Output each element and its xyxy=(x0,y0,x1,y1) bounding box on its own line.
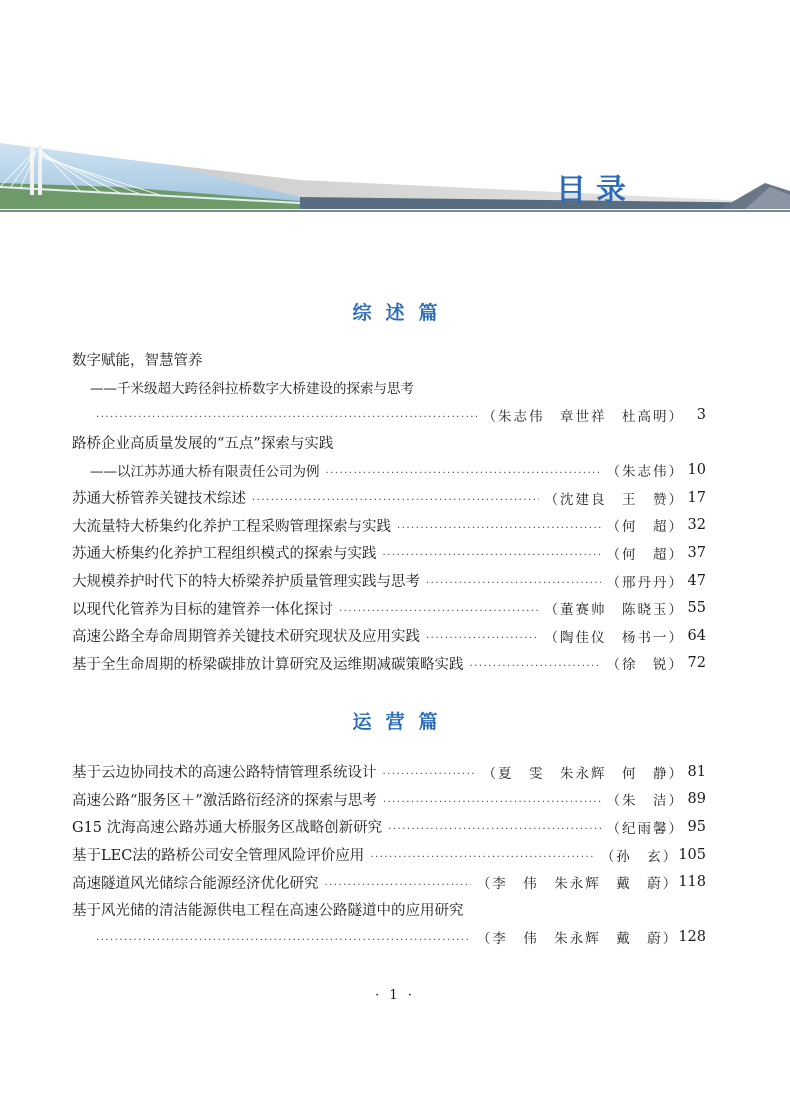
entry-title: 大流量特大桥集约化养护工程采购管理探索与实践 xyxy=(72,518,391,535)
entry-title: 大规模养护时代下的特大桥梁养护质量管理实践与思考 xyxy=(72,574,420,591)
entry-page: 55 xyxy=(687,600,706,617)
entry-title: G15 沈海高速公路苏通大桥服务区战略创新研究 xyxy=(72,820,383,837)
dot-leader xyxy=(397,520,601,531)
toc-entry[interactable] xyxy=(72,896,706,924)
dot-leader xyxy=(426,575,601,586)
entry-authors: （朱志伟） xyxy=(606,464,684,481)
section-title-overview: 综述篇 xyxy=(352,302,452,324)
dot-leader xyxy=(96,409,477,420)
toc-section-overview xyxy=(72,346,706,677)
entry-page: 3 xyxy=(696,406,706,423)
toc-entry-leader-line xyxy=(72,401,706,429)
entry-authors: （孙 玄） xyxy=(600,848,679,865)
dot-leader xyxy=(326,465,601,476)
toc-entry[interactable] xyxy=(72,484,706,512)
bridge-banner-graphic xyxy=(0,125,790,215)
entry-title: 基于全生命周期的桥梁碳排放计算研究及运维期减碳策略实践 xyxy=(72,656,464,673)
entry-page: 37 xyxy=(687,544,706,561)
entry-page: 64 xyxy=(687,627,706,644)
toc-entry-leader-line xyxy=(72,924,706,952)
entry-authors: （沈建良 王 赞） xyxy=(544,491,684,508)
entry-authors: （何 超） xyxy=(606,546,684,563)
entry-authors: （朱志伟 章世祥 杜高明） xyxy=(482,408,684,425)
entry-title: 基于LEC法的路桥公司安全管理风险评价应用 xyxy=(72,848,365,865)
entry-page: 128 xyxy=(678,929,706,946)
toc-entry[interactable] xyxy=(72,594,706,622)
entry-title: 基于云边协同技术的高速公路特情管理系统设计 xyxy=(72,765,377,782)
entry-page: 47 xyxy=(687,572,706,589)
dot-leader xyxy=(383,766,477,777)
page-title: 目录 xyxy=(556,173,636,208)
entry-page: 17 xyxy=(687,489,706,506)
toc-entry[interactable] xyxy=(72,758,706,786)
dot-leader xyxy=(383,547,601,558)
entry-authors: （陶佳仪 杨书一） xyxy=(544,629,684,646)
entry-authors: （董赛帅 陈晓玉） xyxy=(544,602,684,619)
toc-entry[interactable] xyxy=(72,622,706,650)
toc-entry[interactable] xyxy=(72,841,706,869)
entry-title: 数字赋能，智慧管养 xyxy=(72,353,203,370)
entry-page: 81 xyxy=(687,763,706,780)
dot-leader xyxy=(325,877,471,888)
entry-page: 105 xyxy=(678,846,706,863)
entry-authors: （朱 洁） xyxy=(606,793,684,810)
entry-authors: （纪雨馨） xyxy=(606,820,684,837)
dot-leader xyxy=(370,849,595,860)
entry-title: 高速公路“服务区＋”激活路衍经济的探索与思考 xyxy=(72,792,377,809)
toc-entry[interactable] xyxy=(72,429,706,457)
entry-page: 118 xyxy=(678,874,706,891)
dot-leader xyxy=(426,630,539,641)
entry-title: 高速公路全寿命周期管养关键技术研究现状及应用实践 xyxy=(72,629,420,646)
dot-leader xyxy=(252,492,539,503)
toc-entry[interactable] xyxy=(72,512,706,540)
dot-leader xyxy=(339,603,539,614)
section-title-operations: 运营篇 xyxy=(352,711,452,733)
entry-title: 以现代化管养为目标的建管养一体化探讨 xyxy=(72,601,333,618)
toc-section-operations xyxy=(72,758,706,951)
dot-leader xyxy=(470,658,601,669)
toc-entry[interactable] xyxy=(72,567,706,595)
entry-page: 32 xyxy=(687,517,706,534)
entry-page: 89 xyxy=(687,791,706,808)
toc-entry[interactable] xyxy=(72,813,706,841)
entry-subtitle: ——以江苏苏通大桥有限责任公司为例 xyxy=(90,464,320,481)
entry-authors: （李 伟 朱永辉 戴 蔚） xyxy=(476,931,679,948)
entry-authors: （何 超） xyxy=(606,519,684,536)
entry-title: 路桥企业高质量发展的“五点”探索与实践 xyxy=(72,436,334,453)
entry-page: 72 xyxy=(687,655,706,672)
entry-title: 基于风光储的清洁能源供电工程在高速公路隧道中的应用研究 xyxy=(72,903,464,920)
toc-entry[interactable] xyxy=(72,346,706,374)
toc-entry[interactable] xyxy=(72,786,706,814)
entry-page: 10 xyxy=(687,462,706,479)
dot-leader xyxy=(383,794,601,805)
toc-entry[interactable] xyxy=(72,539,706,567)
entry-title: 高速隧道风光储综合能源经济优化研究 xyxy=(72,875,319,892)
entry-authors: （夏 雯 朱永辉 何 静） xyxy=(482,765,684,782)
entry-subtitle: ——千米级超大跨径斜拉桥数字大桥建设的探索与思考 xyxy=(90,381,414,398)
dot-leader xyxy=(388,821,600,832)
header-banner xyxy=(0,125,790,215)
entry-authors: （徐 锐） xyxy=(606,657,684,674)
entry-page: 95 xyxy=(687,818,706,835)
toc-entry-subtitle xyxy=(72,456,706,484)
toc-entry[interactable] xyxy=(72,868,706,896)
page-number: · 1 · xyxy=(375,988,415,1003)
entry-authors: （李 伟 朱永辉 戴 蔚） xyxy=(476,876,679,893)
entry-title: 苏通大桥集约化养护工程组织模式的探索与实践 xyxy=(72,546,377,563)
toc-entry-subtitle xyxy=(72,374,706,402)
entry-authors: （邢丹丹） xyxy=(606,574,684,591)
dot-leader xyxy=(96,932,471,943)
entry-title: 苏通大桥管养关键技术综述 xyxy=(72,491,246,508)
toc-entry[interactable] xyxy=(72,650,706,678)
